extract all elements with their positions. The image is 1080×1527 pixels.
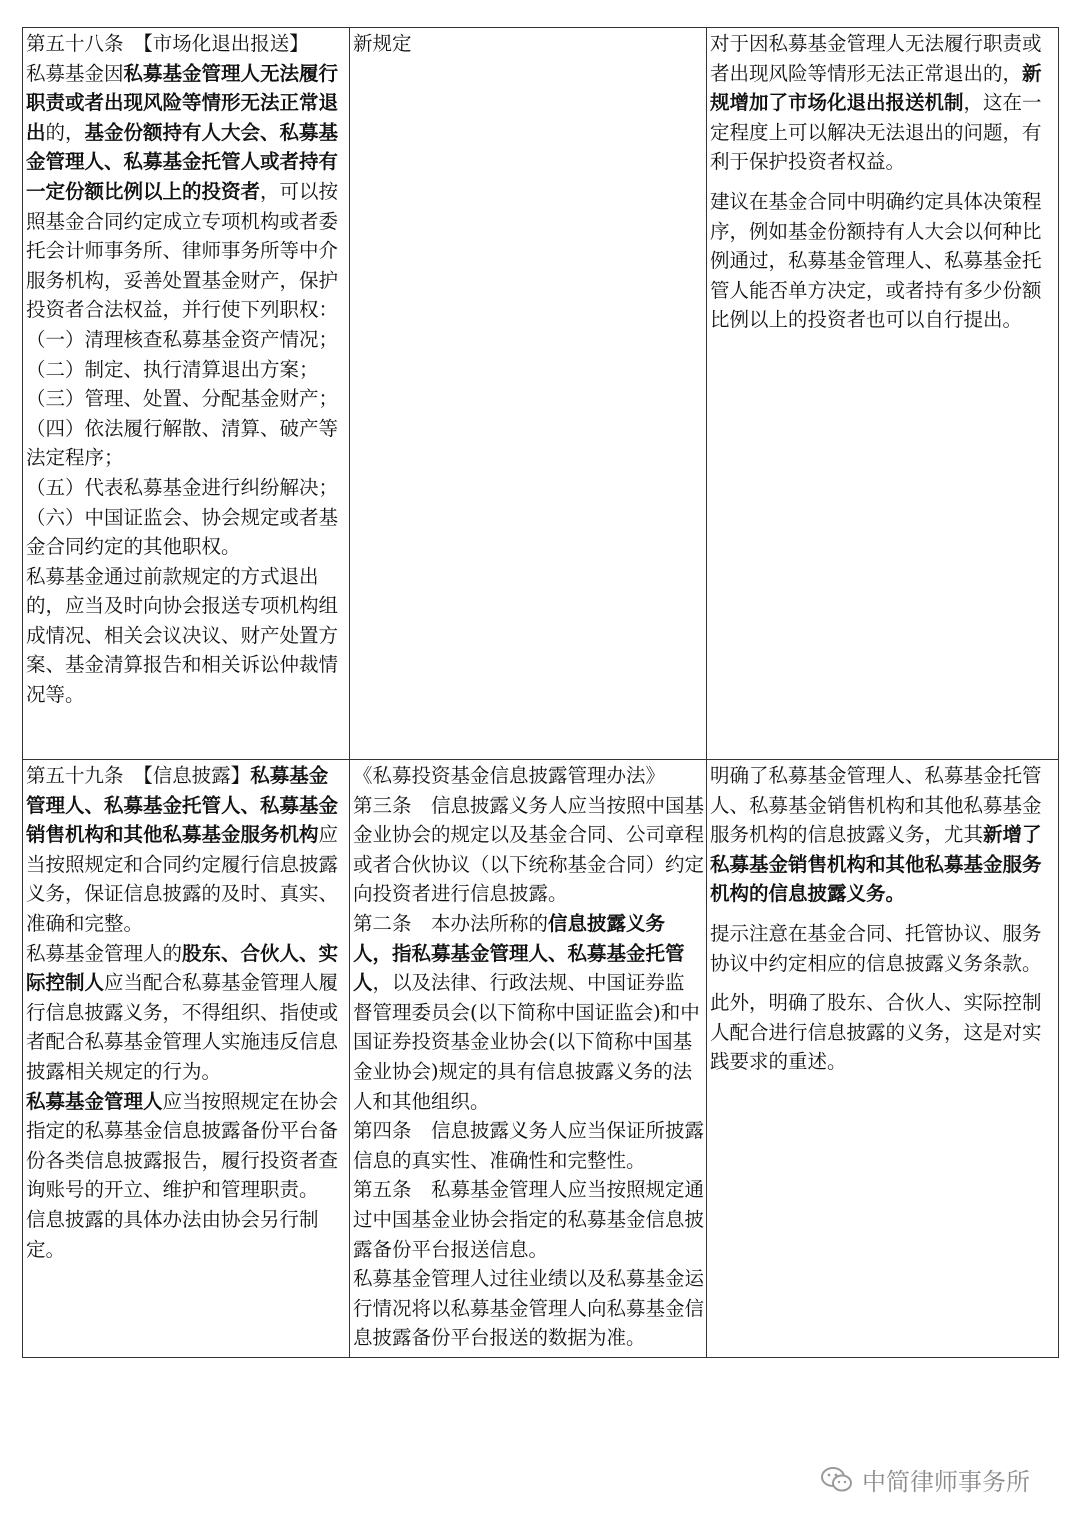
bold-text: 信息披露义务人，指私募基金管理人、私募基金托管人	[353, 911, 685, 995]
text-run: 第五条 私募基金管理人应当按照规定通过中国基金业协会指定的私募基金信息披露备份平台报送信息。	[353, 1178, 705, 1261]
paragraph	[710, 187, 1056, 335]
table-row	[23, 28, 1059, 760]
text-run: 的，	[45, 120, 85, 144]
text-run: 信息披露的具体办法由协会另行制定。	[26, 1207, 319, 1261]
paragraph	[26, 1205, 347, 1264]
paragraph	[353, 1116, 704, 1175]
paragraph	[26, 761, 347, 939]
article-58-text-cell	[23, 28, 350, 760]
text-run: ，这在一定程度上可以解决无法退出的问题，有利于保护投资者权益。	[710, 91, 1042, 174]
text-run: 新规定	[353, 32, 412, 55]
paragraph	[26, 414, 347, 473]
text-run: 应当配合私募基金管理人履行信息披露义务，不得组织、指使或者配合私募基金管理人实施违反信息披露相关规定的行为。	[26, 971, 339, 1083]
paragraph	[26, 473, 347, 503]
paragraph	[26, 325, 347, 355]
bold-text: 股东、合伙人、实际控制人	[26, 941, 339, 995]
bold-text: 基金份额持有人大会、私募基金管理人、私募基金托管人或者持有一定份额比例以上的投资者	[26, 120, 339, 203]
text-run: ，以及法律、行政法规、中国证券监督管理委员会(以下简称中国证监会)和中国证券投资基金业协会(以下简称中国基金业协会)规定的具有信息披露义务的法人和其他组织。	[353, 971, 700, 1113]
text-run: 第五十八条 【市场化退出报送】	[26, 32, 309, 55]
bold-text: 私募基金管理人	[26, 1089, 163, 1113]
text-run: （二）制定、执行清算退出方案；	[26, 357, 319, 381]
bold-text: 私募基金管理人无法履行职责或者出现风险等情形无法正常退出	[26, 61, 339, 144]
bold-text: 私募基金管理人、私募基金托管人、私募基金销售机构和其他私募基金服务机构	[26, 764, 339, 847]
paragraph	[353, 909, 704, 1116]
article-59-reference-cell	[350, 760, 707, 1358]
text-run: （四）依法履行解散、清算、破产等法定程序；	[26, 416, 339, 470]
paragraph	[26, 562, 347, 710]
text-run: 私募基金通过前款规定的方式退出的，应当及时向协会报送专项机构组成情况、相关会议决议、财产处置方案、基金清算报告和相关诉讼仲裁情况等。	[26, 564, 339, 707]
paragraph	[26, 503, 347, 562]
text-run: （一）清理核查私募基金资产情况；	[26, 327, 339, 351]
wechat-icon	[820, 1466, 854, 1494]
article-58-commentary-cell	[707, 28, 1059, 760]
paragraph	[353, 29, 704, 59]
text-run: 私募基金因	[26, 61, 124, 85]
text-run: （三）管理、处置、分配基金财产；	[26, 387, 339, 411]
bold-text: 新规增加了市场化退出报送机制	[710, 61, 1042, 115]
text-run: ，可以按照基金合同约定成立专项机构或者委托会计师事务所、律师事务所等中介服务机构，妥善处置基金财产，保护投资者合法权益，并行使下列职权：	[26, 179, 339, 322]
table-row	[23, 760, 1059, 1358]
footer-firm-name: 中简律师事务所	[862, 1468, 1030, 1496]
text-run: 第四条 信息披露义务人应当保证所披露信息的真实性、准确性和完整性。	[353, 1119, 705, 1172]
text-run: 对于因私募基金管理人无法履行职责或者出现风险等情形无法正常退出的，	[710, 32, 1042, 85]
paragraph	[353, 1264, 704, 1353]
comparison-table	[22, 27, 1059, 1358]
bold-text: 新增了私募基金销售机构和其他私募基金服务机构的信息披露义务。	[710, 823, 1042, 906]
text-run: （五）代表私募基金进行纠纷解决；	[26, 475, 339, 499]
paragraph	[710, 29, 1056, 177]
text-run: 第五十九条 【信息披露】	[26, 764, 251, 787]
article-59-text-cell	[23, 760, 350, 1358]
text-run: 私募基金管理人过往业绩以及私募基金运行情况将以私募基金管理人向私募基金信息披露备份平台报送的数据为准。	[353, 1267, 705, 1350]
paragraph	[26, 384, 347, 414]
paragraph	[26, 59, 347, 325]
text-run: 明确了私募基金管理人、私募基金托管人、私募基金销售机构和其他私募基金服务机构的信息披露义务，尤其	[710, 764, 1042, 847]
article-58-reference-cell	[350, 28, 707, 760]
paragraph	[710, 988, 1056, 1077]
paragraph	[710, 761, 1056, 909]
text-run: 第三条 信息披露义务人应当按照中国基金业协会的规定以及基金合同、公司章程或者合伙协议（以下统称基金合同）约定向投资者进行信息披露。	[353, 793, 705, 906]
text-run: 提示注意在基金合同、托管协议、服务协议中约定相应的信息披露义务条款。	[710, 921, 1042, 975]
paragraph	[353, 761, 704, 791]
text-run: （六）中国证监会、协会规定或者基金合同约定的其他职权。	[26, 505, 339, 559]
paragraph	[26, 939, 347, 1087]
text-run: 应当按照规定和合同约定履行信息披露义务，保证信息披露的及时、真实、准确和完整。	[26, 823, 339, 935]
text-run: 第二条 本办法所称的	[353, 911, 549, 935]
text-run: 应当按照规定在协会指定的私募基金信息披露备份平台备份各类信息披露报告，履行投资者查询账号的开立、维护和管理职责。	[26, 1089, 339, 1202]
paragraph	[353, 791, 704, 909]
article-59-commentary-cell	[707, 760, 1059, 1358]
paragraph	[26, 355, 347, 385]
paragraph	[710, 919, 1056, 978]
text-run: 《私募投资基金信息披露管理办法》	[353, 764, 666, 787]
text-run: 此外，明确了股东、合伙人、实际控制人配合进行信息披露的义务，这是对实践要求的重述。	[710, 991, 1042, 1074]
paragraph	[26, 29, 347, 59]
text-run: 建议在基金合同中明确约定具体决策程序，例如基金份额持有人大会以何种比例通过，私募基金管理人、私募基金托管人能否单方决定，或者持有多少份额比例以上的投资者也可以自行提出。	[710, 189, 1042, 332]
text-run: 私募基金管理人的	[26, 941, 183, 965]
paragraph	[26, 1087, 347, 1205]
footer-watermark	[820, 1462, 1030, 1497]
paragraph	[353, 1175, 704, 1264]
